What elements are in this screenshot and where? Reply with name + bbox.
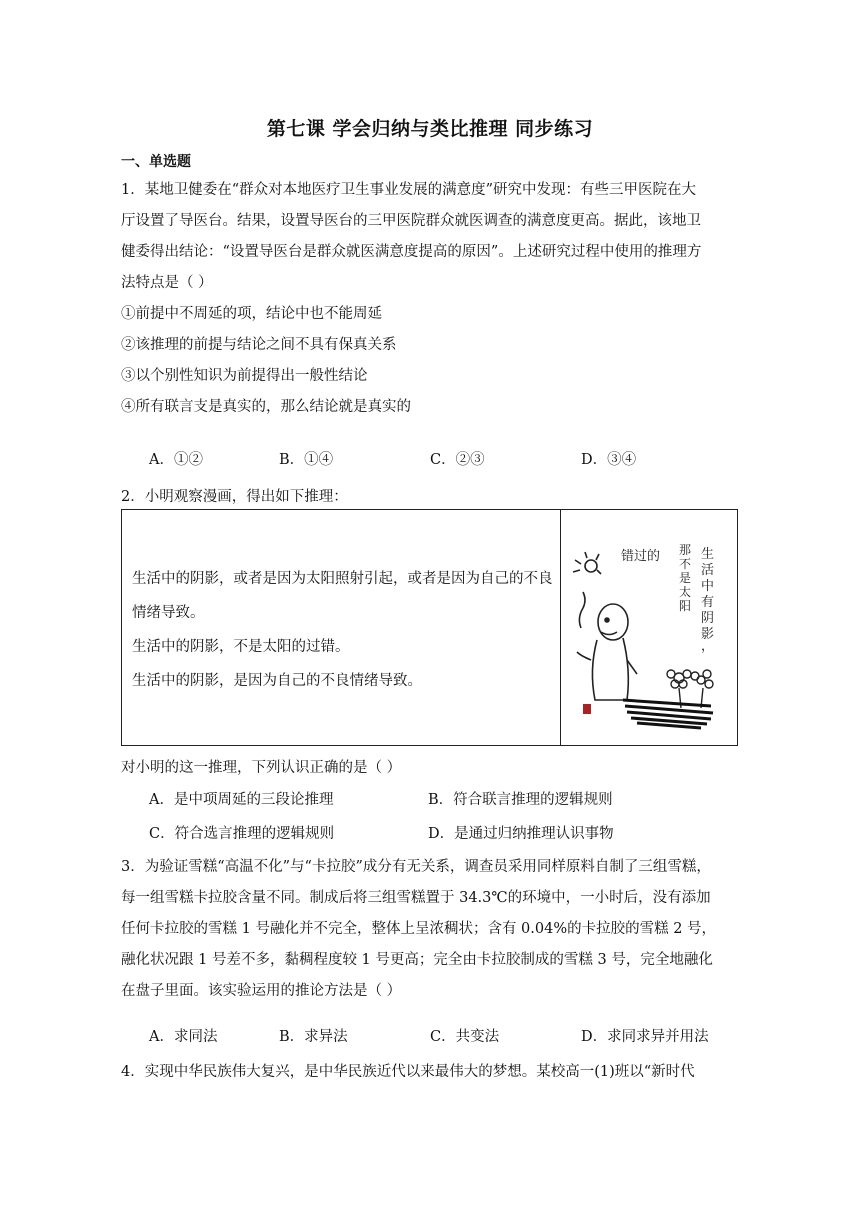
question-1-statements [121, 299, 741, 423]
statement-item: ④所有联言支是真实的，那么结论就是真实的 [121, 399, 411, 415]
option-d[interactable]: D．求同求异并用法 [581, 1029, 709, 1045]
man-figure-icon [577, 592, 637, 700]
statement-item: ②该推理的前提与结论之间不具有保真关系 [121, 337, 397, 353]
text-line: 在盘子里面。该实验运用的推论方法是（ ） [121, 983, 402, 999]
text-line: 1．某地卫健委在“群众对本地医疗卫生事业发展的满意度”研究中发现：有些三甲医院在大 [121, 182, 697, 198]
text-line: 任何卡拉胶的雪糕 1 号融化并不完全，整体上呈浓稠状；含有 0.04%的卡拉胶的雪糕 2 号， [121, 921, 717, 937]
cartoon-cell [561, 510, 737, 745]
question-4-stem: 4．实现中华民族伟大复兴，是中华民族近代以来最伟大的梦想。某校高一(1)班以“新时代 [121, 1064, 695, 1080]
option-a[interactable]: A．是中项周延的三段论推理 [149, 792, 334, 808]
option-c[interactable]: C．②③ [430, 452, 485, 468]
reasoning-text-cell [122, 510, 561, 745]
option-c[interactable]: C．共变法 [430, 1029, 500, 1045]
cartoon-text-right: 生活中有阴影， [701, 547, 715, 654]
text-line: 法特点是（ ） [121, 275, 213, 291]
option-a[interactable]: A．①② [149, 452, 203, 468]
option-d[interactable]: D．③④ [581, 452, 637, 468]
question-1-stem [121, 175, 741, 299]
cartoon-text-left: 错过的 [621, 549, 661, 564]
section-heading: 一、单选题 [121, 154, 191, 170]
reasoning-table [121, 509, 738, 746]
question-3-stem [121, 852, 741, 1007]
question-2-prompt: 对小明的这一推理，下列认识正确的是（ ） [121, 760, 402, 776]
reasoning-conclusion: 生活中的阴影，是因为自己的不良情绪导致。 [132, 673, 422, 689]
question-1-options [149, 450, 636, 470]
question-2-options-row-2 [149, 824, 614, 844]
text-line: 每一组雪糕卡拉胶含量不同。制成后将三组雪糕置于 34.3℃的环境中，一小时后，没有添加 [121, 890, 711, 906]
cartoon-text-mid: 那不是太阳 [679, 543, 692, 613]
text-line: 健委得出结论：“设置导医台是群众就医满意度提高的原因”。上述研究过程中使用的推理方 [121, 244, 702, 260]
option-c[interactable]: C．符合选言推理的逻辑规则 [149, 826, 335, 842]
option-b[interactable]: B．①④ [279, 452, 334, 468]
option-b[interactable]: B．求异法 [279, 1029, 348, 1045]
reasoning-premise-1: 生活中的阴影，或者是因为太阳照射引起，或者是因为自己的不良情绪导致。 [132, 571, 553, 621]
option-b[interactable]: B．符合联言推理的逻辑规则 [428, 792, 613, 808]
text-line: 3．为验证雪糕“高温不化”与“卡拉胶”成分有无关系，调查员采用同样原料自制了三组雪糕， [121, 859, 711, 875]
option-a[interactable]: A．求同法 [149, 1029, 218, 1045]
question-3-options [149, 1027, 709, 1047]
text-line: 融化状况跟 1 号差不多，黏稠程度较 1 号更高；完全由卡拉胶制成的雪糕 3 号，完全地融化 [121, 952, 713, 968]
option-d[interactable]: D．是通过归纳推理认识事物 [428, 826, 614, 842]
seal-stamp [583, 704, 591, 714]
question-2-options-row-1 [149, 790, 613, 810]
statement-item: ①前提中不周延的项，结论中也不能周延 [121, 306, 382, 322]
statement-item: ③以个别性知识为前提得出一般性结论 [121, 368, 368, 384]
page-title: 第七课 学会归纳与类比推理 同步练习 [266, 118, 594, 140]
cartoon-image [561, 510, 737, 745]
text-line: 厅设置了导医台。结果，设置导医台的三甲医院群众就医调查的满意度更高。据此，该地卫 [121, 213, 701, 229]
reasoning-premise-2: 生活中的阴影，不是太阳的过错。 [132, 639, 350, 655]
question-2-stem: 2．小明观察漫画，得出如下推理： [121, 489, 348, 505]
sun-icon [573, 552, 601, 574]
shadow-strokes [623, 700, 713, 728]
